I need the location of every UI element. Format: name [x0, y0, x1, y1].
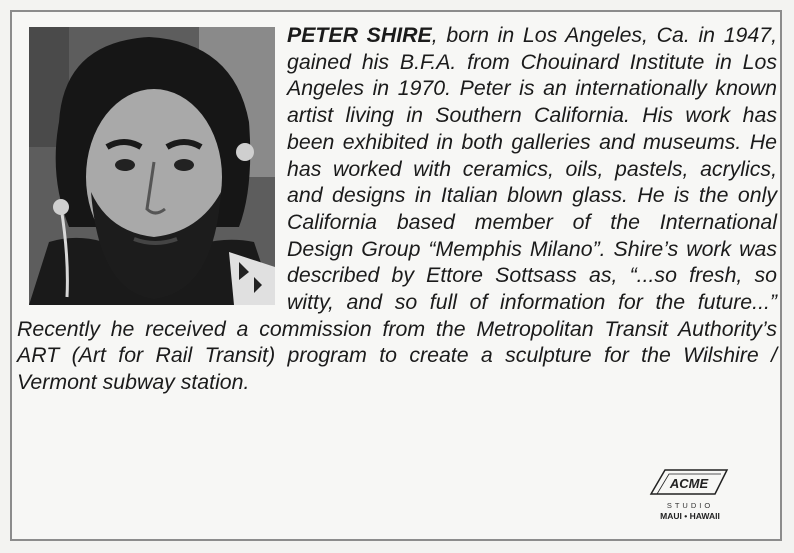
logo-brand: ACME: [669, 476, 709, 491]
bio-card: [10, 10, 782, 541]
biography-text: , born in Los Angeles, Ca. in 1947, gained his B.F.A. from Chouinard Institute in Los Angeles in 1970. Peter is an internationally known artist living in Southern California. His work has been exhibited in both galleries and museums. He has worked with ceramics, oils, pastels, acrylics, and designs in Italian blown glass. He is the only California based member of the International Design Group “Memphis Milano”. Shire’s work was described by Ettore Sottsass as, “...so fresh, so witty, and so full of information for the future...” Recently he received a commission from the Metropolitan Transit Authority’s ART (Art for Rail Transit) program to create a sculpture for the Wilshire / Vermont subway station.: [17, 23, 777, 395]
artist-name: PETER SHIRE: [287, 23, 432, 47]
acme-studio-logo: [644, 464, 736, 528]
acme-logo-mark: [647, 464, 733, 498]
photo-text-wrap-spacer: [17, 22, 287, 307]
logo-location: MAUI • HAWAII: [660, 511, 720, 521]
logo-subtitle: STUDIO: [666, 501, 714, 510]
artist-biography: [17, 22, 777, 396]
